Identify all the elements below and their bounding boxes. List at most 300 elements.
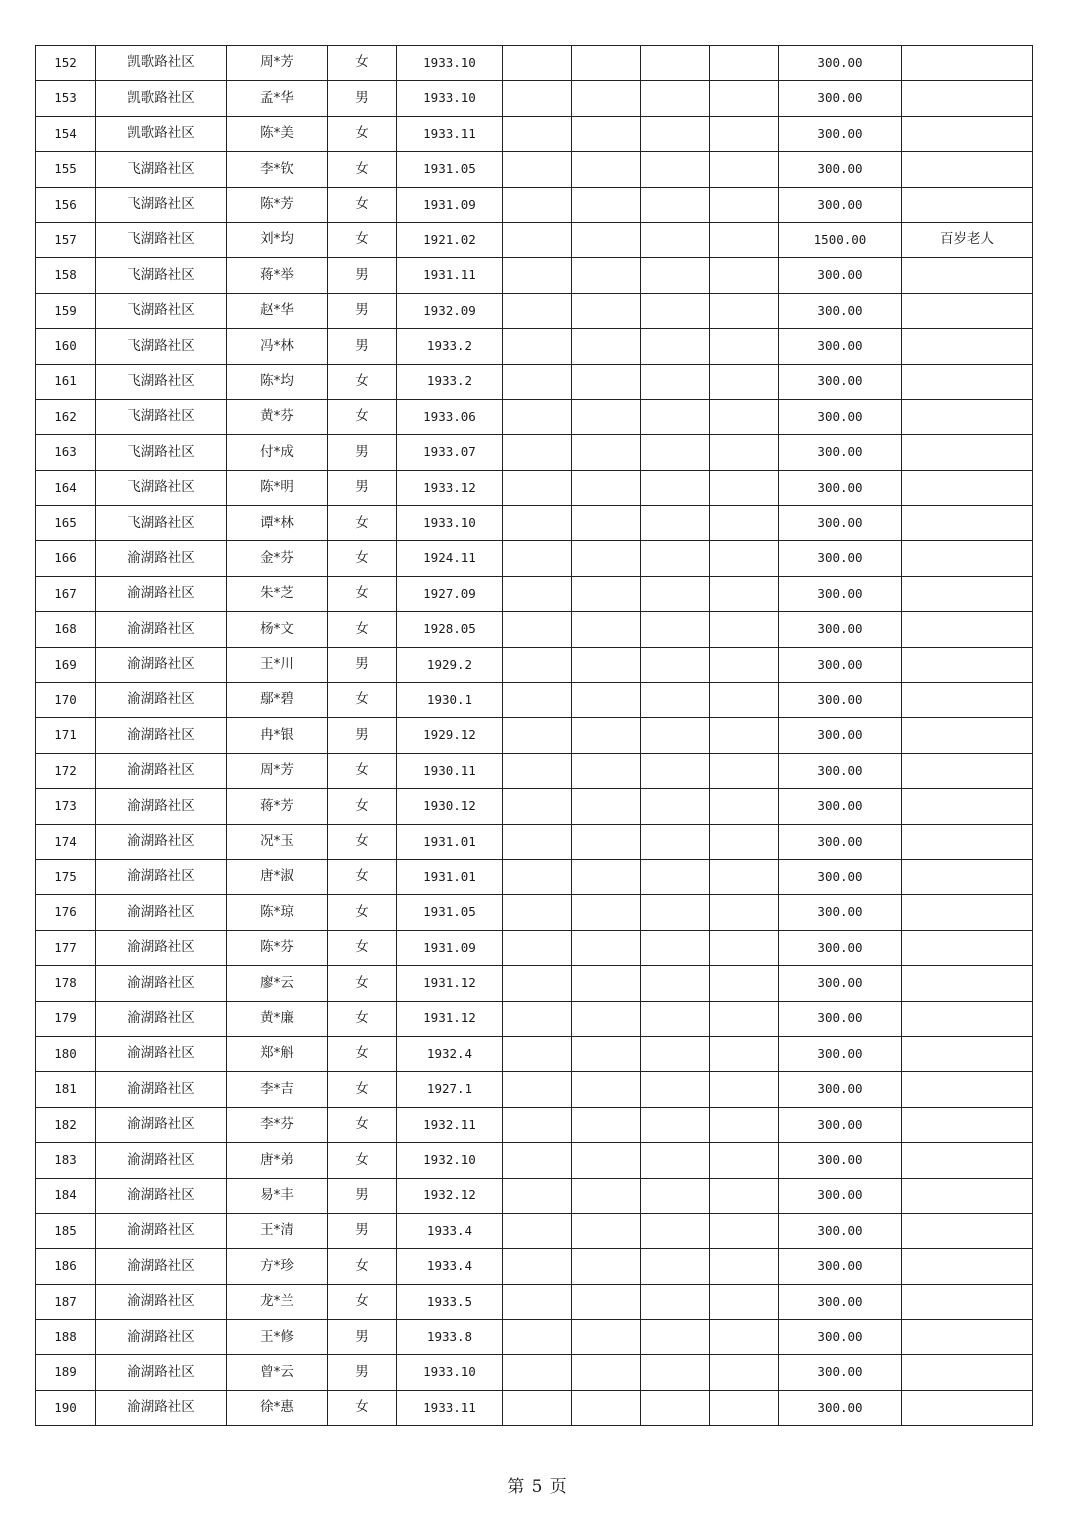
cell-remark xyxy=(902,718,1033,753)
cell-blank xyxy=(572,258,641,293)
cell-birth-date: 1933.2 xyxy=(397,364,503,399)
cell-community: 渝湖路社区 xyxy=(96,966,227,1001)
cell-birth-date: 1933.11 xyxy=(397,1390,503,1425)
cell-blank xyxy=(572,1213,641,1248)
cell-blank xyxy=(503,1249,572,1284)
cell-amount: 300.00 xyxy=(779,1355,902,1390)
cell-amount: 300.00 xyxy=(779,683,902,718)
cell-community: 渝湖路社区 xyxy=(96,753,227,788)
cell-blank xyxy=(710,1284,779,1319)
cell-amount: 300.00 xyxy=(779,364,902,399)
cell-name: 鄢*碧 xyxy=(227,683,328,718)
cell-blank xyxy=(710,1036,779,1071)
cell-blank xyxy=(572,1036,641,1071)
cell-remark xyxy=(902,1390,1033,1425)
cell-remark xyxy=(902,1178,1033,1213)
cell-birth-date: 1931.05 xyxy=(397,895,503,930)
cell-index: 156 xyxy=(36,187,96,222)
cell-blank xyxy=(572,718,641,753)
cell-index: 170 xyxy=(36,683,96,718)
cell-blank xyxy=(572,329,641,364)
cell-remark xyxy=(902,364,1033,399)
cell-amount: 300.00 xyxy=(779,152,902,187)
cell-blank xyxy=(710,1390,779,1425)
cell-blank xyxy=(572,753,641,788)
cell-remark xyxy=(902,116,1033,151)
cell-gender: 女 xyxy=(328,930,397,965)
cell-index: 163 xyxy=(36,435,96,470)
cell-amount: 300.00 xyxy=(779,435,902,470)
cell-blank xyxy=(572,895,641,930)
table-row xyxy=(36,1320,1033,1355)
cell-birth-date: 1933.10 xyxy=(397,506,503,541)
cell-index: 172 xyxy=(36,753,96,788)
cell-community: 飞湖路社区 xyxy=(96,435,227,470)
cell-amount: 300.00 xyxy=(779,1107,902,1142)
table-row xyxy=(36,258,1033,293)
cell-blank xyxy=(710,576,779,611)
cell-community: 渝湖路社区 xyxy=(96,612,227,647)
cell-blank xyxy=(641,187,710,222)
cell-gender: 女 xyxy=(328,46,397,81)
table-row xyxy=(36,1178,1033,1213)
cell-birth-date: 1933.2 xyxy=(397,329,503,364)
cell-blank xyxy=(710,329,779,364)
cell-blank xyxy=(503,1036,572,1071)
cell-gender: 男 xyxy=(328,293,397,328)
cell-amount: 300.00 xyxy=(779,81,902,116)
cell-index: 173 xyxy=(36,789,96,824)
cell-blank xyxy=(572,1001,641,1036)
cell-birth-date: 1933.8 xyxy=(397,1320,503,1355)
cell-blank xyxy=(710,1213,779,1248)
cell-gender: 女 xyxy=(328,1249,397,1284)
cell-birth-date: 1933.07 xyxy=(397,435,503,470)
cell-blank xyxy=(572,683,641,718)
cell-community: 凯歌路社区 xyxy=(96,81,227,116)
cell-index: 181 xyxy=(36,1072,96,1107)
cell-remark xyxy=(902,258,1033,293)
cell-community: 渝湖路社区 xyxy=(96,1107,227,1142)
cell-blank xyxy=(503,364,572,399)
cell-blank xyxy=(710,258,779,293)
cell-name: 冉*银 xyxy=(227,718,328,753)
cell-blank xyxy=(710,895,779,930)
cell-blank xyxy=(641,1178,710,1213)
cell-birth-date: 1928.05 xyxy=(397,612,503,647)
cell-birth-date: 1931.01 xyxy=(397,859,503,894)
cell-blank xyxy=(710,683,779,718)
cell-birth-date: 1933.11 xyxy=(397,116,503,151)
cell-blank xyxy=(641,753,710,788)
cell-blank xyxy=(710,506,779,541)
cell-index: 171 xyxy=(36,718,96,753)
cell-community: 渝湖路社区 xyxy=(96,1001,227,1036)
cell-name: 金*芬 xyxy=(227,541,328,576)
cell-birth-date: 1931.05 xyxy=(397,152,503,187)
cell-gender: 女 xyxy=(328,895,397,930)
cell-blank xyxy=(503,399,572,434)
cell-gender: 女 xyxy=(328,683,397,718)
cell-blank xyxy=(641,612,710,647)
cell-blank xyxy=(503,541,572,576)
cell-amount: 300.00 xyxy=(779,1320,902,1355)
cell-remark xyxy=(902,859,1033,894)
cell-gender: 男 xyxy=(328,718,397,753)
cell-blank xyxy=(503,1320,572,1355)
cell-blank xyxy=(572,647,641,682)
cell-community: 飞湖路社区 xyxy=(96,187,227,222)
cell-community: 渝湖路社区 xyxy=(96,541,227,576)
table-row xyxy=(36,1072,1033,1107)
cell-gender: 女 xyxy=(328,824,397,859)
cell-remark xyxy=(902,647,1033,682)
cell-remark xyxy=(902,612,1033,647)
cell-blank xyxy=(503,612,572,647)
cell-index: 188 xyxy=(36,1320,96,1355)
cell-name: 陈*明 xyxy=(227,470,328,505)
cell-amount: 300.00 xyxy=(779,612,902,647)
cell-birth-date: 1932.12 xyxy=(397,1178,503,1213)
cell-blank xyxy=(572,1320,641,1355)
cell-name: 龙*兰 xyxy=(227,1284,328,1319)
cell-blank xyxy=(503,506,572,541)
cell-gender: 女 xyxy=(328,753,397,788)
cell-name: 黄*廉 xyxy=(227,1001,328,1036)
cell-birth-date: 1933.4 xyxy=(397,1249,503,1284)
table-row xyxy=(36,859,1033,894)
table-row xyxy=(36,329,1033,364)
cell-blank xyxy=(710,1178,779,1213)
cell-remark xyxy=(902,789,1033,824)
table-row xyxy=(36,683,1033,718)
cell-remark xyxy=(902,1355,1033,1390)
cell-community: 渝湖路社区 xyxy=(96,647,227,682)
cell-blank xyxy=(503,753,572,788)
cell-index: 158 xyxy=(36,258,96,293)
cell-gender: 女 xyxy=(328,1001,397,1036)
cell-blank xyxy=(641,1390,710,1425)
table-row xyxy=(36,1355,1033,1390)
cell-birth-date: 1927.1 xyxy=(397,1072,503,1107)
cell-community: 渝湖路社区 xyxy=(96,718,227,753)
cell-gender: 男 xyxy=(328,1178,397,1213)
cell-blank xyxy=(503,1355,572,1390)
cell-blank xyxy=(503,683,572,718)
cell-gender: 女 xyxy=(328,116,397,151)
cell-name: 周*芳 xyxy=(227,46,328,81)
cell-blank xyxy=(710,399,779,434)
cell-name: 赵*华 xyxy=(227,293,328,328)
cell-birth-date: 1933.4 xyxy=(397,1213,503,1248)
cell-blank xyxy=(710,1320,779,1355)
cell-blank xyxy=(641,470,710,505)
cell-name: 刘*均 xyxy=(227,222,328,257)
cell-gender: 男 xyxy=(328,1213,397,1248)
cell-gender: 女 xyxy=(328,1107,397,1142)
cell-blank xyxy=(572,152,641,187)
cell-blank xyxy=(503,1213,572,1248)
table-row xyxy=(36,789,1033,824)
cell-blank xyxy=(641,81,710,116)
cell-amount: 300.00 xyxy=(779,470,902,505)
cell-amount: 300.00 xyxy=(779,824,902,859)
cell-amount: 300.00 xyxy=(779,930,902,965)
cell-blank xyxy=(503,470,572,505)
cell-remark xyxy=(902,293,1033,328)
cell-blank xyxy=(641,683,710,718)
cell-blank xyxy=(503,222,572,257)
cell-remark xyxy=(902,753,1033,788)
cell-blank xyxy=(572,1107,641,1142)
cell-name: 谭*林 xyxy=(227,506,328,541)
cell-community: 渝湖路社区 xyxy=(96,1178,227,1213)
cell-blank xyxy=(503,966,572,1001)
cell-community: 飞湖路社区 xyxy=(96,506,227,541)
cell-blank xyxy=(503,895,572,930)
cell-blank xyxy=(710,1072,779,1107)
cell-blank xyxy=(710,1249,779,1284)
cell-gender: 女 xyxy=(328,506,397,541)
cell-blank xyxy=(641,506,710,541)
cell-community: 渝湖路社区 xyxy=(96,930,227,965)
cell-blank xyxy=(503,116,572,151)
cell-amount: 300.00 xyxy=(779,1036,902,1071)
cell-birth-date: 1932.09 xyxy=(397,293,503,328)
cell-index: 154 xyxy=(36,116,96,151)
table-row xyxy=(36,1036,1033,1071)
cell-blank xyxy=(572,116,641,151)
cell-birth-date: 1929.12 xyxy=(397,718,503,753)
cell-birth-date: 1921.02 xyxy=(397,222,503,257)
cell-blank xyxy=(572,541,641,576)
cell-gender: 女 xyxy=(328,1390,397,1425)
cell-blank xyxy=(503,258,572,293)
cell-blank xyxy=(641,647,710,682)
cell-blank xyxy=(572,1355,641,1390)
cell-blank xyxy=(641,789,710,824)
cell-amount: 300.00 xyxy=(779,789,902,824)
cell-amount: 300.00 xyxy=(779,1143,902,1178)
cell-name: 王*清 xyxy=(227,1213,328,1248)
cell-blank xyxy=(503,718,572,753)
allowance-table xyxy=(35,45,1033,1426)
table-row xyxy=(36,824,1033,859)
cell-amount: 300.00 xyxy=(779,1072,902,1107)
cell-amount: 300.00 xyxy=(779,1284,902,1319)
cell-blank xyxy=(641,895,710,930)
cell-blank xyxy=(641,1320,710,1355)
cell-blank xyxy=(641,258,710,293)
cell-blank xyxy=(572,1284,641,1319)
table-row xyxy=(36,647,1033,682)
cell-remark xyxy=(902,1320,1033,1355)
cell-blank xyxy=(572,470,641,505)
cell-name: 廖*云 xyxy=(227,966,328,1001)
cell-community: 渝湖路社区 xyxy=(96,1143,227,1178)
cell-index: 185 xyxy=(36,1213,96,1248)
cell-name: 陈*均 xyxy=(227,364,328,399)
table-row xyxy=(36,1213,1033,1248)
table-row xyxy=(36,1001,1033,1036)
cell-birth-date: 1933.5 xyxy=(397,1284,503,1319)
cell-amount: 300.00 xyxy=(779,258,902,293)
cell-blank xyxy=(503,435,572,470)
cell-remark xyxy=(902,1107,1033,1142)
cell-community: 飞湖路社区 xyxy=(96,364,227,399)
cell-name: 陈*芬 xyxy=(227,930,328,965)
cell-community: 渝湖路社区 xyxy=(96,824,227,859)
cell-name: 李*芬 xyxy=(227,1107,328,1142)
table-row xyxy=(36,81,1033,116)
cell-community: 渝湖路社区 xyxy=(96,789,227,824)
cell-gender: 女 xyxy=(328,187,397,222)
cell-blank xyxy=(572,506,641,541)
cell-amount: 300.00 xyxy=(779,399,902,434)
cell-amount: 300.00 xyxy=(779,966,902,1001)
cell-amount: 300.00 xyxy=(779,541,902,576)
table-row xyxy=(36,1390,1033,1425)
cell-community: 凯歌路社区 xyxy=(96,46,227,81)
cell-name: 付*成 xyxy=(227,435,328,470)
cell-gender: 女 xyxy=(328,1072,397,1107)
cell-amount: 300.00 xyxy=(779,46,902,81)
cell-gender: 女 xyxy=(328,222,397,257)
cell-index: 176 xyxy=(36,895,96,930)
cell-blank xyxy=(572,46,641,81)
cell-index: 179 xyxy=(36,1001,96,1036)
cell-community: 渝湖路社区 xyxy=(96,1249,227,1284)
cell-name: 徐*惠 xyxy=(227,1390,328,1425)
cell-community: 飞湖路社区 xyxy=(96,470,227,505)
cell-community: 渝湖路社区 xyxy=(96,683,227,718)
cell-birth-date: 1931.12 xyxy=(397,966,503,1001)
cell-amount: 300.00 xyxy=(779,329,902,364)
cell-blank xyxy=(503,1107,572,1142)
cell-remark xyxy=(902,541,1033,576)
cell-remark xyxy=(902,1001,1033,1036)
cell-amount: 300.00 xyxy=(779,506,902,541)
cell-blank xyxy=(572,1178,641,1213)
cell-blank xyxy=(641,364,710,399)
cell-blank xyxy=(710,1107,779,1142)
cell-remark xyxy=(902,435,1033,470)
cell-name: 陈*芳 xyxy=(227,187,328,222)
cell-blank xyxy=(572,399,641,434)
cell-amount: 300.00 xyxy=(779,293,902,328)
cell-amount: 300.00 xyxy=(779,859,902,894)
cell-community: 飞湖路社区 xyxy=(96,293,227,328)
cell-amount: 300.00 xyxy=(779,1178,902,1213)
cell-blank xyxy=(641,399,710,434)
cell-community: 渝湖路社区 xyxy=(96,895,227,930)
table-row xyxy=(36,612,1033,647)
cell-birth-date: 1927.09 xyxy=(397,576,503,611)
cell-blank xyxy=(503,187,572,222)
cell-blank xyxy=(710,293,779,328)
cell-blank xyxy=(641,46,710,81)
cell-name: 李*吉 xyxy=(227,1072,328,1107)
cell-index: 164 xyxy=(36,470,96,505)
cell-index: 167 xyxy=(36,576,96,611)
cell-amount: 300.00 xyxy=(779,187,902,222)
table-row xyxy=(36,1249,1033,1284)
cell-gender: 男 xyxy=(328,81,397,116)
cell-blank xyxy=(503,1284,572,1319)
table-row xyxy=(36,1284,1033,1319)
cell-community: 飞湖路社区 xyxy=(96,258,227,293)
cell-birth-date: 1932.10 xyxy=(397,1143,503,1178)
cell-blank xyxy=(641,329,710,364)
cell-blank xyxy=(710,1143,779,1178)
cell-name: 朱*芝 xyxy=(227,576,328,611)
cell-blank xyxy=(710,152,779,187)
table-row xyxy=(36,116,1033,151)
cell-remark xyxy=(902,1072,1033,1107)
cell-blank xyxy=(572,81,641,116)
cell-remark xyxy=(902,506,1033,541)
cell-blank xyxy=(503,824,572,859)
cell-amount: 1500.00 xyxy=(779,222,902,257)
cell-blank xyxy=(572,612,641,647)
cell-blank xyxy=(572,824,641,859)
cell-gender: 女 xyxy=(328,152,397,187)
cell-blank xyxy=(641,1143,710,1178)
table-row xyxy=(36,46,1033,81)
cell-blank xyxy=(503,647,572,682)
cell-community: 渝湖路社区 xyxy=(96,859,227,894)
cell-gender: 女 xyxy=(328,612,397,647)
cell-blank xyxy=(641,859,710,894)
table-row xyxy=(36,470,1033,505)
cell-blank xyxy=(710,187,779,222)
cell-community: 飞湖路社区 xyxy=(96,399,227,434)
cell-birth-date: 1924.11 xyxy=(397,541,503,576)
cell-index: 157 xyxy=(36,222,96,257)
cell-blank xyxy=(572,1143,641,1178)
cell-blank xyxy=(503,789,572,824)
cell-blank xyxy=(572,222,641,257)
cell-blank xyxy=(572,576,641,611)
cell-blank xyxy=(710,859,779,894)
cell-blank xyxy=(710,435,779,470)
cell-name: 周*芳 xyxy=(227,753,328,788)
cell-index: 190 xyxy=(36,1390,96,1425)
cell-blank xyxy=(710,966,779,1001)
cell-index: 162 xyxy=(36,399,96,434)
cell-name: 况*玉 xyxy=(227,824,328,859)
cell-index: 166 xyxy=(36,541,96,576)
cell-birth-date: 1931.12 xyxy=(397,1001,503,1036)
cell-index: 183 xyxy=(36,1143,96,1178)
cell-blank xyxy=(710,612,779,647)
cell-gender: 女 xyxy=(328,966,397,1001)
cell-index: 169 xyxy=(36,647,96,682)
cell-amount: 300.00 xyxy=(779,895,902,930)
cell-gender: 男 xyxy=(328,1320,397,1355)
cell-blank xyxy=(710,753,779,788)
cell-name: 易*丰 xyxy=(227,1178,328,1213)
cell-index: 159 xyxy=(36,293,96,328)
cell-remark xyxy=(902,46,1033,81)
cell-blank xyxy=(710,470,779,505)
cell-index: 168 xyxy=(36,612,96,647)
cell-amount: 300.00 xyxy=(779,753,902,788)
cell-remark xyxy=(902,895,1033,930)
cell-blank xyxy=(503,930,572,965)
cell-community: 渝湖路社区 xyxy=(96,1320,227,1355)
cell-remark xyxy=(902,966,1033,1001)
